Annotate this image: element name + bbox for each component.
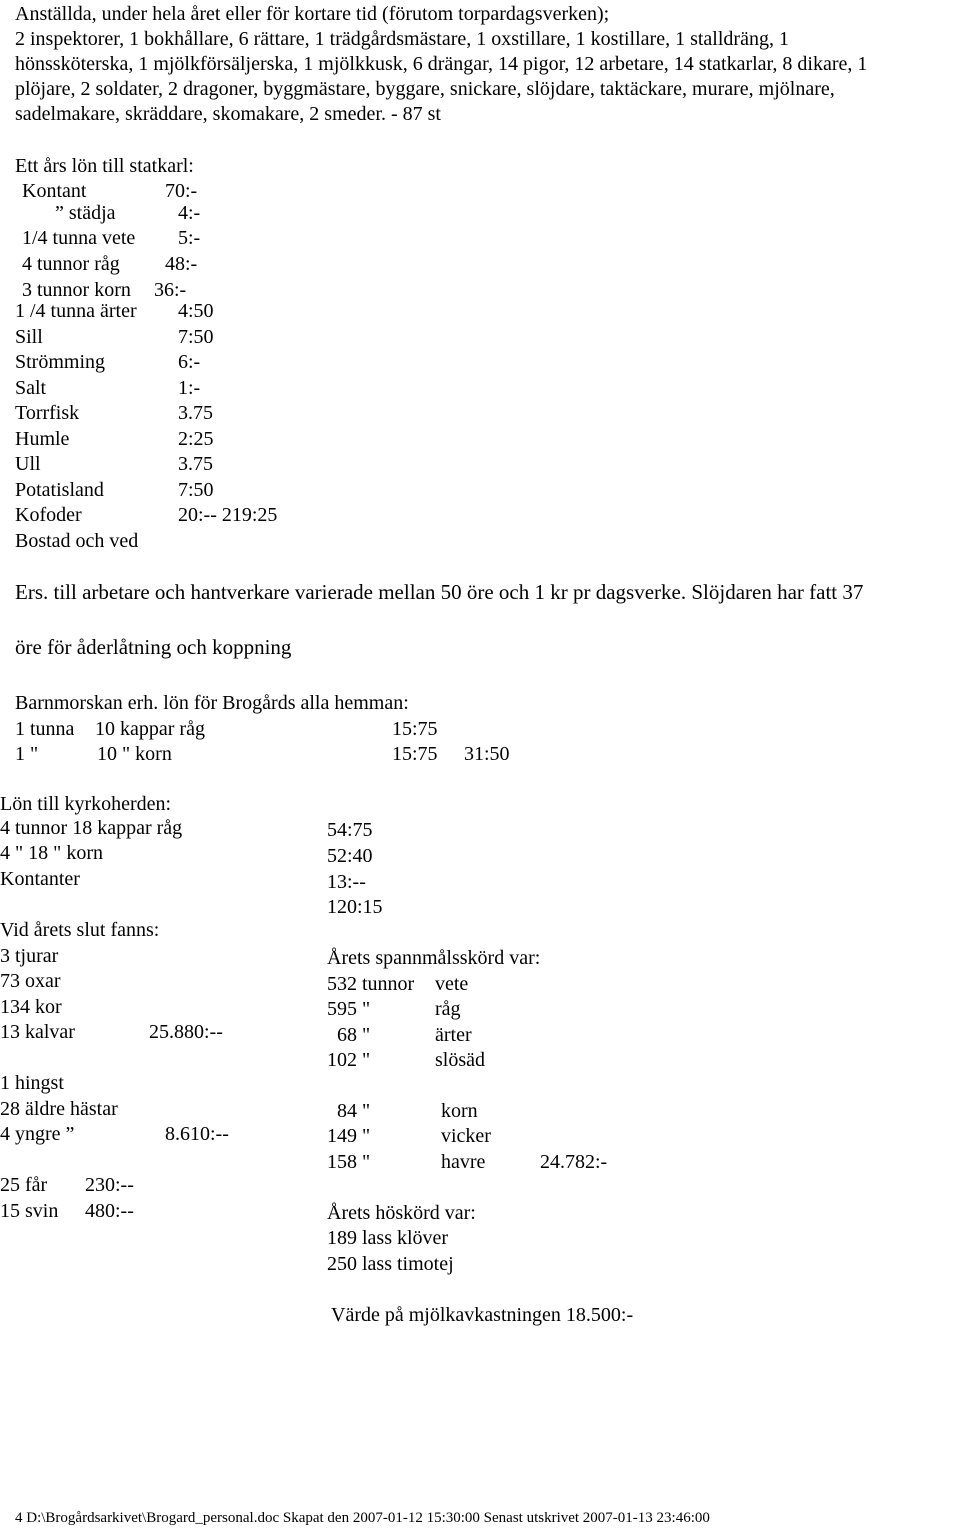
- kyrkoherde-heading: Lön till kyrkoherden:: [0, 793, 172, 815]
- intro-line: sadelmakare, skräddare, skomakare, 2 smeder. - 87 st: [15, 103, 441, 125]
- barnmorskan-cell: 1 tunna: [15, 718, 75, 740]
- intro-line: Anställda, under hela året eller för kortare tid (förutom torpardagsverken);: [15, 3, 610, 25]
- spannmal-crop: korn: [441, 1100, 478, 1122]
- wage-label: Ull: [15, 453, 41, 475]
- hoskord-item: 189 lass klöver: [327, 1227, 449, 1249]
- hoskord-heading: Årets höskörd var:: [327, 1202, 476, 1224]
- hoskord-item: 250 lass timotej: [327, 1253, 454, 1275]
- intro-line: hönssköterska, 1 mjölkförsäljerska, 1 mjölkkusk, 6 drängar, 14 pigor, 12 arbetare, 14 statkarlar, 8 dikare, 1: [15, 53, 868, 75]
- inventarie-sum: 230:--: [85, 1174, 134, 1196]
- spannmal-qty: 84 ": [337, 1100, 371, 1122]
- statkarl-heading: Ett års lön till statkarl:: [15, 155, 194, 177]
- spannmal-qty: 158 ": [327, 1151, 371, 1173]
- wage-label: Torrfisk: [15, 402, 80, 424]
- spannmal-qty: 68 ": [337, 1024, 371, 1046]
- spannmal-crop: vete: [435, 973, 469, 995]
- kyrkoherde-label: 4 tunnor 18 kappar råg: [0, 817, 183, 839]
- ersattning-line: öre för åderlåtning och koppning: [15, 635, 292, 659]
- wage-value: 5:-: [178, 227, 201, 249]
- wage-value: 20:-- 219:25: [178, 504, 278, 526]
- wage-value: 7:50: [178, 326, 214, 348]
- wage-value: 3.75: [178, 402, 213, 424]
- inventarie-sum: 8.610:--: [165, 1123, 229, 1145]
- inventarie-sum: 480:--: [85, 1200, 134, 1222]
- spannmal-qty: 149 ": [327, 1125, 371, 1147]
- barnmorskan-cell: 10 kappar råg: [95, 718, 205, 740]
- inventarie-item: 28 äldre hästar: [0, 1098, 118, 1120]
- spannmal-qty: 532 tunnor: [327, 973, 415, 995]
- wage-label: 1 /4 tunna ärter: [15, 300, 137, 322]
- spannmal-crop: havre: [441, 1151, 486, 1173]
- wage-label: Sill: [15, 326, 43, 348]
- inventarie-item: 4 yngre ”: [0, 1123, 75, 1145]
- spannmal-crop: vicker: [441, 1125, 491, 1147]
- ersattning-line: Ers. till arbetare och hantverkare varierade mellan 50 öre och 1 kr pr dagsverke. Slöjdaren har fatt 37: [15, 580, 864, 604]
- wage-label: 1/4 tunna vete: [22, 227, 136, 249]
- spannmal-qty: 102 ": [327, 1049, 371, 1071]
- wage-label: Bostad och ved: [15, 530, 139, 552]
- intro-line: plöjare, 2 soldater, 2 dragoner, byggmästare, byggare, snickare, slöjdare, taktäckare, murare, mjölnare,: [15, 78, 835, 100]
- barnmorskan-cell: 10 " korn: [97, 743, 172, 765]
- kyrkoherde-value: 52:40: [327, 845, 373, 867]
- kyrkoherde-value: 13:--: [327, 871, 366, 893]
- wage-value: 48:-: [165, 253, 198, 275]
- barnmorskan-cell: 15:75: [392, 743, 438, 765]
- kyrkoherde-label: Kontanter: [0, 868, 80, 890]
- barnmorskan-cell: 1 ": [15, 743, 39, 765]
- wage-value: 2:25: [178, 428, 214, 450]
- inventarie-sum: 25.880:--: [149, 1021, 223, 1043]
- wage-label: Kofoder: [15, 504, 82, 526]
- intro-line: 2 inspektorer, 1 bokhållare, 6 rättare, 1 trädgårdsmästare, 1 oxstillare, 1 kostillare, 1 stalldräng, 1: [15, 28, 789, 50]
- wage-label: Salt: [15, 377, 47, 399]
- wage-label: 3 tunnor korn: [22, 279, 131, 301]
- mjolk-value-line: Värde på mjölkavkastningen 18.500:-: [331, 1304, 634, 1326]
- barnmorskan-heading: Barnmorskan erh. lön för Brogårds alla hemman:: [15, 692, 409, 714]
- wage-value: 70:-: [165, 180, 198, 202]
- inventarie-item: 13 kalvar: [0, 1021, 75, 1043]
- spannmal-crop: slösäd: [435, 1049, 485, 1071]
- barnmorskan-cell: 31:50: [464, 743, 510, 765]
- wage-label: Potatisland: [15, 479, 104, 501]
- spannmal-sum: 24.782:-: [540, 1151, 608, 1173]
- wage-label: Humle: [15, 428, 70, 450]
- wage-label: Strömming: [15, 351, 106, 373]
- spannmal-crop: ärter: [435, 1024, 472, 1046]
- spannmal-crop: råg: [435, 998, 461, 1020]
- inventarie-item: 134 kor: [0, 996, 62, 1018]
- wage-value: 6:-: [178, 351, 201, 373]
- kyrkoherde-label: 4 " 18 " korn: [0, 842, 103, 864]
- wage-label: Kontant: [22, 180, 87, 202]
- inventarie-item: 25 får: [0, 1174, 48, 1196]
- inventarie-item: 73 oxar: [0, 970, 61, 992]
- wage-value: 3.75: [178, 453, 213, 475]
- barnmorskan-cell: 15:75: [392, 718, 438, 740]
- document-footer: 4 D:\Brogårdsarkivet\Brogard_personal.doc Skapat den 2007-01-12 15:30:00 Senast utskrivet 2007-01-13 23:46:00: [15, 1510, 710, 1526]
- wage-value: 4:-: [178, 202, 201, 224]
- wage-value: 1:-: [178, 377, 201, 399]
- wage-label: ” städja: [55, 202, 116, 224]
- inventarie-heading: Vid årets slut fanns:: [0, 919, 160, 941]
- wage-value: 4:50: [178, 300, 214, 322]
- wage-value: 36:-: [154, 279, 187, 301]
- spannmal-qty: 595 ": [327, 998, 371, 1020]
- kyrkoherde-value: 54:75: [327, 819, 373, 841]
- spannmal-heading: Årets spannmålsskörd var:: [327, 947, 541, 969]
- inventarie-item: 3 tjurar: [0, 945, 59, 967]
- inventarie-item: 15 svin: [0, 1200, 59, 1222]
- kyrkoherde-total: 120:15: [327, 896, 383, 918]
- wage-label: 4 tunnor råg: [22, 253, 120, 275]
- wage-value: 7:50: [178, 479, 214, 501]
- inventarie-item: 1 hingst: [0, 1072, 64, 1094]
